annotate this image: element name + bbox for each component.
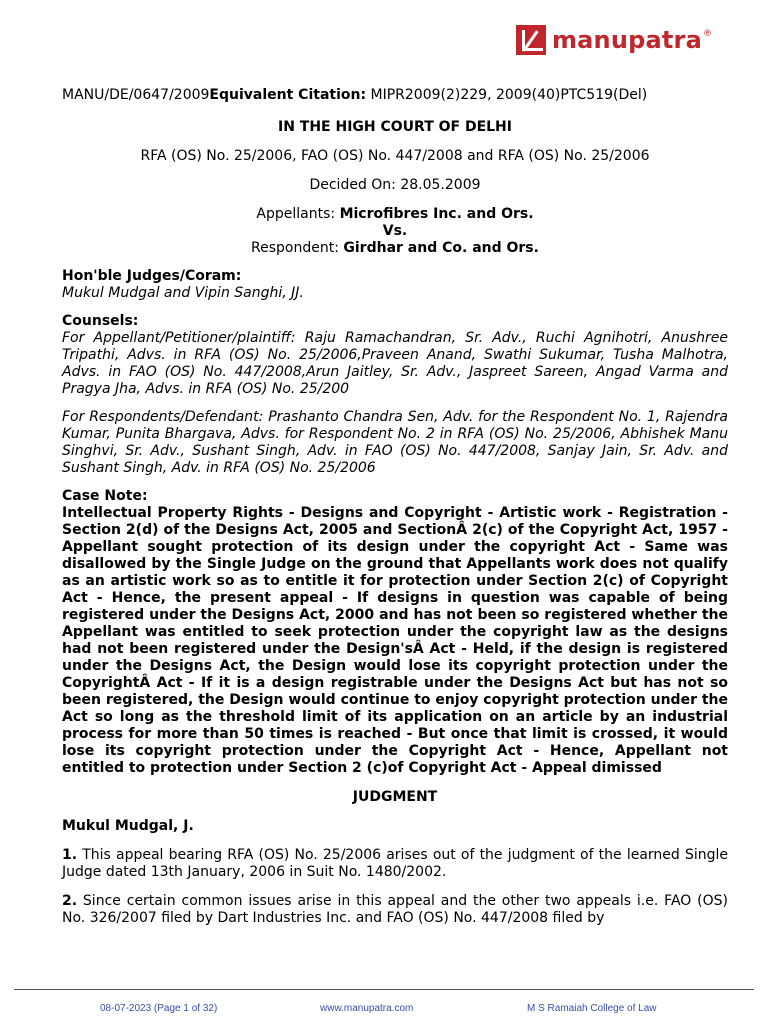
appellants-label: Appellants: xyxy=(256,206,340,222)
respondent-label: Respondent: xyxy=(251,240,344,256)
judges-heading: Hon'ble Judges/Coram: xyxy=(62,268,242,284)
footer-institution: M S Ramaiah College of Law xyxy=(527,1003,657,1014)
manu-citation: MANU/DE/0647/2009 xyxy=(62,87,210,103)
paragraph-2-text: Since certain common issues arise in this appeal and the other two appeals i.e. FAO (OS) No. 326/2007 filed by Dart Industries Inc. and FAO (OS) No. 447/2008 filed by xyxy=(62,893,728,926)
counsels-heading: Counsels: xyxy=(62,313,139,329)
paragraph-2 xyxy=(62,893,728,927)
case-note-block xyxy=(62,488,728,777)
manupatra-logo xyxy=(516,18,712,62)
equivalent-citation-label: Equivalent Citation: xyxy=(209,87,367,103)
footer-website-link[interactable]: www.manupatra.com xyxy=(320,1003,414,1014)
case-note-text: Intellectual Property Rights - Designs and Copyright - Artistic work - Registration - Section 2(d) of the Designs Act, 2005 and SectionÂ 2(c) of the Copyright Act, 1957 - Appellant sought protection of its design under the copyright Act - Same was disallowed by the Single Judge on the ground that Appellants work does not qualify as an artistic work so as to entitle it for protection under Section 2(c) of Copyright Act - Hence, the present appeal - If designs in question was capable of being registered under the Designs Act, 2000 and has not been so registered whether the Appellant was entitled to seek protection under the copyright law as the designs had not been registered under the Design'sÂ Act - Held, if the design is registered under the Designs Act, the Design would lose its copyright protection under the CopyrightÂ Act - If it is a design registrable under the Designs Act but has not so been registered, the Design would continue to enjoy copyright protection under the Act so long as the threshold limit of its application on an article by an industrial process for more than 50 times is reached - But once that limit is crossed, it would lose its copyright protection under the Copyright Act - Hence, Appellant not entitled to protection under Section 2 (c)of Copyright Act - Appeal dimissed xyxy=(62,505,728,776)
case-note-heading: Case Note: xyxy=(62,488,148,504)
counsels-block xyxy=(62,313,728,477)
judges-names: Mukul Mudgal and Vipin Sanghi, JJ. xyxy=(62,285,304,301)
footer-divider xyxy=(14,989,754,990)
judgment-heading: JUDGMENT xyxy=(352,789,438,805)
respondent-counsels: For Respondents/Defendant: Prashanto Chandra Sen, Adv. for the Respondent No. 1, Rajendra Kumar, Punita Bhargava, Advs. for Respondent No. 2 in RFA (OS) No. 25/2006, Abhishek Manu Singhvi, Sr. Adv., Sushant Singh, Adv. in FAO (OS) No. 447/2008, Sanjay Jain, Sr. Adv. and Sushant Singh, Adv. in RFA (OS) No. 25/2006 xyxy=(62,409,728,476)
document-body xyxy=(62,84,728,927)
respondent-name: Girdhar and Co. and Ors. xyxy=(343,240,539,256)
case-numbers: RFA (OS) No. 25/2006, FAO (OS) No. 447/2008 and RFA (OS) No. 25/2006 xyxy=(140,148,650,164)
judgment-author: Mukul Mudgal, J. xyxy=(62,818,194,834)
paragraph-1-text: This appeal bearing RFA (OS) No. 25/2006 arises out of the judgment of the learned Single Judge dated 13th January, 2006 in Suit No. 1480/2002. xyxy=(62,847,728,880)
versus: Vs. xyxy=(382,223,408,239)
equivalent-citation-value: MIPR2009(2)229, 2009(40)PTC519(Del) xyxy=(366,87,648,103)
paragraph-1 xyxy=(62,847,728,881)
manupatra-logo-icon xyxy=(516,25,546,55)
registered-mark: ® xyxy=(703,29,712,39)
footer-date-page: 08-07-2023 (Page 1 of 32) xyxy=(100,1003,218,1014)
court-name: IN THE HIGH COURT OF DELHI xyxy=(277,119,512,135)
paragraph-1-number: 1. xyxy=(62,847,78,863)
parties-block xyxy=(62,206,728,257)
appellants-name: Microfibres Inc. and Ors. xyxy=(339,206,534,222)
decided-on: Decided On: 28.05.2009 xyxy=(309,177,481,193)
logo-text: manupatra xyxy=(551,26,702,54)
judges-block xyxy=(62,268,728,302)
paragraph-2-number: 2. xyxy=(62,893,78,909)
appellant-counsels: For Appellant/Petitioner/plaintiff: Raju Ramachandran, Sr. Adv., Ruchi Agnihotri, Anushree Tripathi, Advs. in RFA (OS) No. 25/2006,Praveen Anand, Swathi Sukumar, Tusha Malhotra, Advs. in FAO (OS) No. 447/2008,Arun Jaitley, Sr. Adv., Jaspreet Sareen, Angad Varma and Pragya Jha, Advs. in RFA (OS) No. 25/200 xyxy=(62,330,728,397)
citation-line xyxy=(62,87,728,104)
